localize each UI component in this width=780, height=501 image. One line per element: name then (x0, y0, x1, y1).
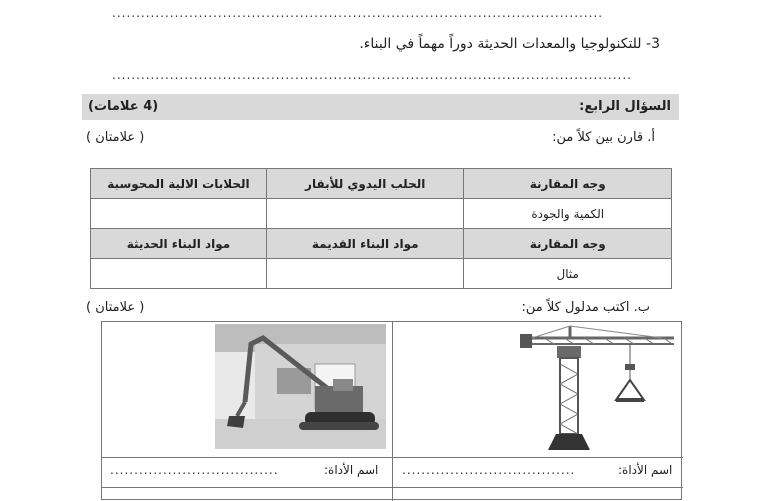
answer-cell[interactable] (91, 199, 267, 229)
section-header-bar (82, 94, 679, 120)
table-cell: مواد البناء الحديثة (91, 229, 267, 259)
table-cell: الحلب اليدوي للأبقار (266, 169, 464, 199)
answer-cell[interactable] (266, 259, 464, 289)
tower-crane-image (512, 324, 682, 452)
table-cell: وجه المقارنة (464, 169, 672, 199)
table-row (91, 259, 672, 289)
answer-cell[interactable] (91, 259, 267, 289)
comparison-table (90, 168, 672, 289)
question-3-text: 3- للتكنولوجيا والمعدات الحديثة دوراً مهماً في البناء. (359, 36, 660, 52)
table-cell: مثال (464, 259, 672, 289)
divider (102, 487, 683, 488)
part-b-label: ب. اكتب مدلول كلاً من: (521, 300, 650, 315)
tools-table (101, 321, 682, 500)
table-row (91, 199, 672, 229)
part-a-label: أ. قارن بين كلاً من: (552, 130, 655, 145)
answer-cell[interactable] (266, 199, 464, 229)
answer-dots-left[interactable]: ................................... (110, 463, 279, 477)
section-marks: (4 علامات) (88, 99, 159, 114)
table-cell: مواد البناء القديمة (266, 229, 464, 259)
answer-dots-q3: ............................................................................................................ (112, 68, 632, 82)
table-cell: وجه المقارنة (464, 229, 672, 259)
divider (102, 457, 683, 458)
answer-dots-top: ...................................................................................................... (112, 6, 604, 20)
answer-dots-right[interactable]: .................................... (402, 463, 576, 477)
tool-name-label-right: اسم الأداة: (618, 463, 673, 477)
part-b-marks: ( علامتان ) (86, 300, 145, 315)
table-cell: الحلابات الالية المحوسبة (91, 169, 267, 199)
excavator-image (215, 324, 386, 449)
tool-name-label-left: اسم الأداة: (324, 463, 379, 477)
table-cell: الكمية والجودة (464, 199, 672, 229)
table-row (91, 229, 672, 259)
table-row (91, 169, 672, 199)
section-title: السؤال الرابع: (579, 99, 671, 114)
part-a-marks: ( علامتان ) (86, 130, 145, 145)
divider (392, 322, 393, 501)
